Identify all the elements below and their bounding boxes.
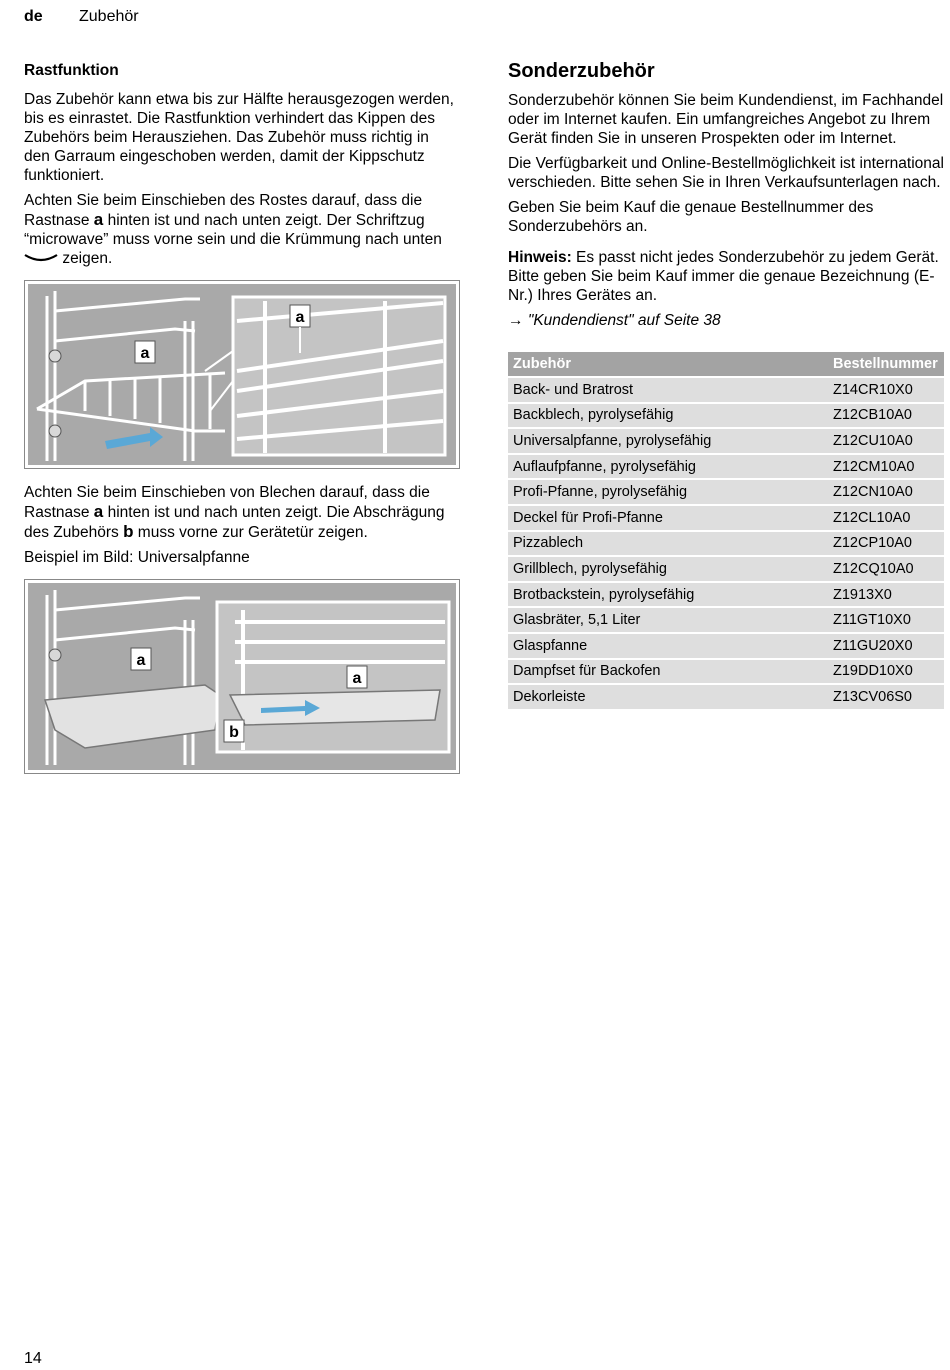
table-row [508,684,944,710]
accessory-name: Dampfset für Backofen [508,659,827,685]
cross-reference[interactable] [508,311,944,330]
order-number: Z11GU20X0 [827,633,944,659]
order-number: Z12CN10A0 [827,479,944,505]
label-b: b [123,522,134,542]
hint-text: Es passt nicht jedes Sonderzubehör zu jedem Gerät. Bitte geben Sie beim Kauf immer die genaue Bezeichnung (E-Nr.) Ihres Gerätes an. [508,249,939,304]
table-row [508,377,944,403]
language-code: de [24,8,43,25]
hint-label: Hinweis: [508,249,572,266]
accessory-name: Pizzablech [508,531,827,557]
accessory-name: Profi-Pfanne, pyrolysefähig [508,479,827,505]
table-row [508,454,944,480]
order-number: Z14CR10X0 [827,377,944,403]
table-body [508,377,944,710]
fig1-label-a-inset: a [295,309,305,327]
accessory-table [508,352,944,711]
table-row [508,403,944,429]
order-number: Z12CP10A0 [827,531,944,557]
arrow-right-icon: → [508,312,524,329]
order-number: Z11GT10X0 [827,607,944,633]
table-row [508,633,944,659]
pan-insertion-figure [24,579,460,774]
table-row [508,531,944,557]
accessory-name: Backblech, pyrolysefähig [508,403,827,429]
accessory-name: Deckel für Profi-Pfanne [508,505,827,531]
left-column [24,60,458,774]
accessory-name: Universalpfanne, pyrolysefähig [508,428,827,454]
order-number: Z12CQ10A0 [827,556,944,582]
order-number: Z1913X0 [827,582,944,608]
hint-paragraph [508,248,944,305]
example-caption: Beispiel im Bild: Universalpfanne [24,549,250,567]
table-row [508,556,944,582]
rastfunktion-heading: Rastfunktion [24,62,119,79]
sz-paragraph-2: Die Verfügbarkeit und Online-Bestellmöglichkeit ist international verschieden. Bitte sehen Sie in Ihren Verkaufsunterlagen nach. [508,155,944,191]
accessory-name: Brotbackstein, pyrolysefähig [508,582,827,608]
label-a: a [93,502,104,522]
rast-paragraph-1: Das Zubehör kann etwa bis zur Hälfte herausgezogen werden, bis es einrastet. Die Rastfunktion verhindert das Kippen des Zubehörs beim Herausziehen. Das Zubehör muss richtig in den Garraum eingeschoben werden, damit der Kippschutz funktioniert. [24,91,454,184]
sheet-paragraph: Achten Sie beim Einschieben von Blechen darauf, dass die Rastnase a hinten ist und nach unten zeigt. Die Abschrägung des Zubehörs b muss vorne zur Gerätetür zeigen. [24,484,445,542]
table-row [508,659,944,685]
table-row [508,479,944,505]
table-row [508,505,944,531]
table-row [508,582,944,608]
xref-link[interactable]: "Kundendienst" auf Seite 38 [527,312,721,329]
accessory-name: Glasbräter, 5,1 Liter [508,607,827,633]
fig2-label-a-inset: a [352,670,362,688]
rast-paragraph-2: Achten Sie beim Einschieben des Rostes darauf, dass die Rastnase a hinten ist und nach unten zeigt. Der Schriftzug “microwave” muss vorne sein und die Krümmung nach unten zeigen. [24,192,442,267]
table-row [508,607,944,633]
accessory-name: Glaspfanne [508,633,827,659]
fig2-label-b: b [229,724,239,742]
right-column [508,60,944,711]
order-number: Z12CU10A0 [827,428,944,454]
chapter-title: Zubehör [79,8,139,25]
order-number: Z13CV06S0 [827,684,944,710]
table-row [508,428,944,454]
accessory-name: Auflaufpfanne, pyrolysefähig [508,454,827,480]
fig1-label-a: a [140,345,150,363]
table-header-row [508,352,944,377]
accessory-name: Back- und Bratrost [508,377,827,403]
label-a: a [93,210,104,229]
sz-paragraph-1: Sonderzubehör können Sie beim Kundendienst, im Fachhandel oder im Internet kaufen. Ein umfangreiches Angebot zu Ihrem Gerät finden Sie in unseren Prospekten oder im Internet. [508,92,944,147]
page-number: 14 [24,1350,42,1367]
rack-insertion-figure [24,280,460,469]
sonderzubehoer-heading: Sonderzubehör [508,60,655,82]
curve-down-icon [24,249,58,268]
col-header-accessory: Zubehör [508,352,827,377]
sz-paragraph-3: Geben Sie beim Kauf die genaue Bestellnummer des Sonderzubehörs an. [508,199,874,235]
order-number: Z12CL10A0 [827,505,944,531]
accessory-name: Grillblech, pyrolysefähig [508,556,827,582]
order-number: Z19DD10X0 [827,659,944,685]
order-number: Z12CM10A0 [827,454,944,480]
accessory-name: Dekorleiste [508,684,827,710]
col-header-order-number: Bestellnummer [827,352,944,377]
order-number: Z12CB10A0 [827,403,944,429]
fig2-label-a: a [136,652,146,670]
